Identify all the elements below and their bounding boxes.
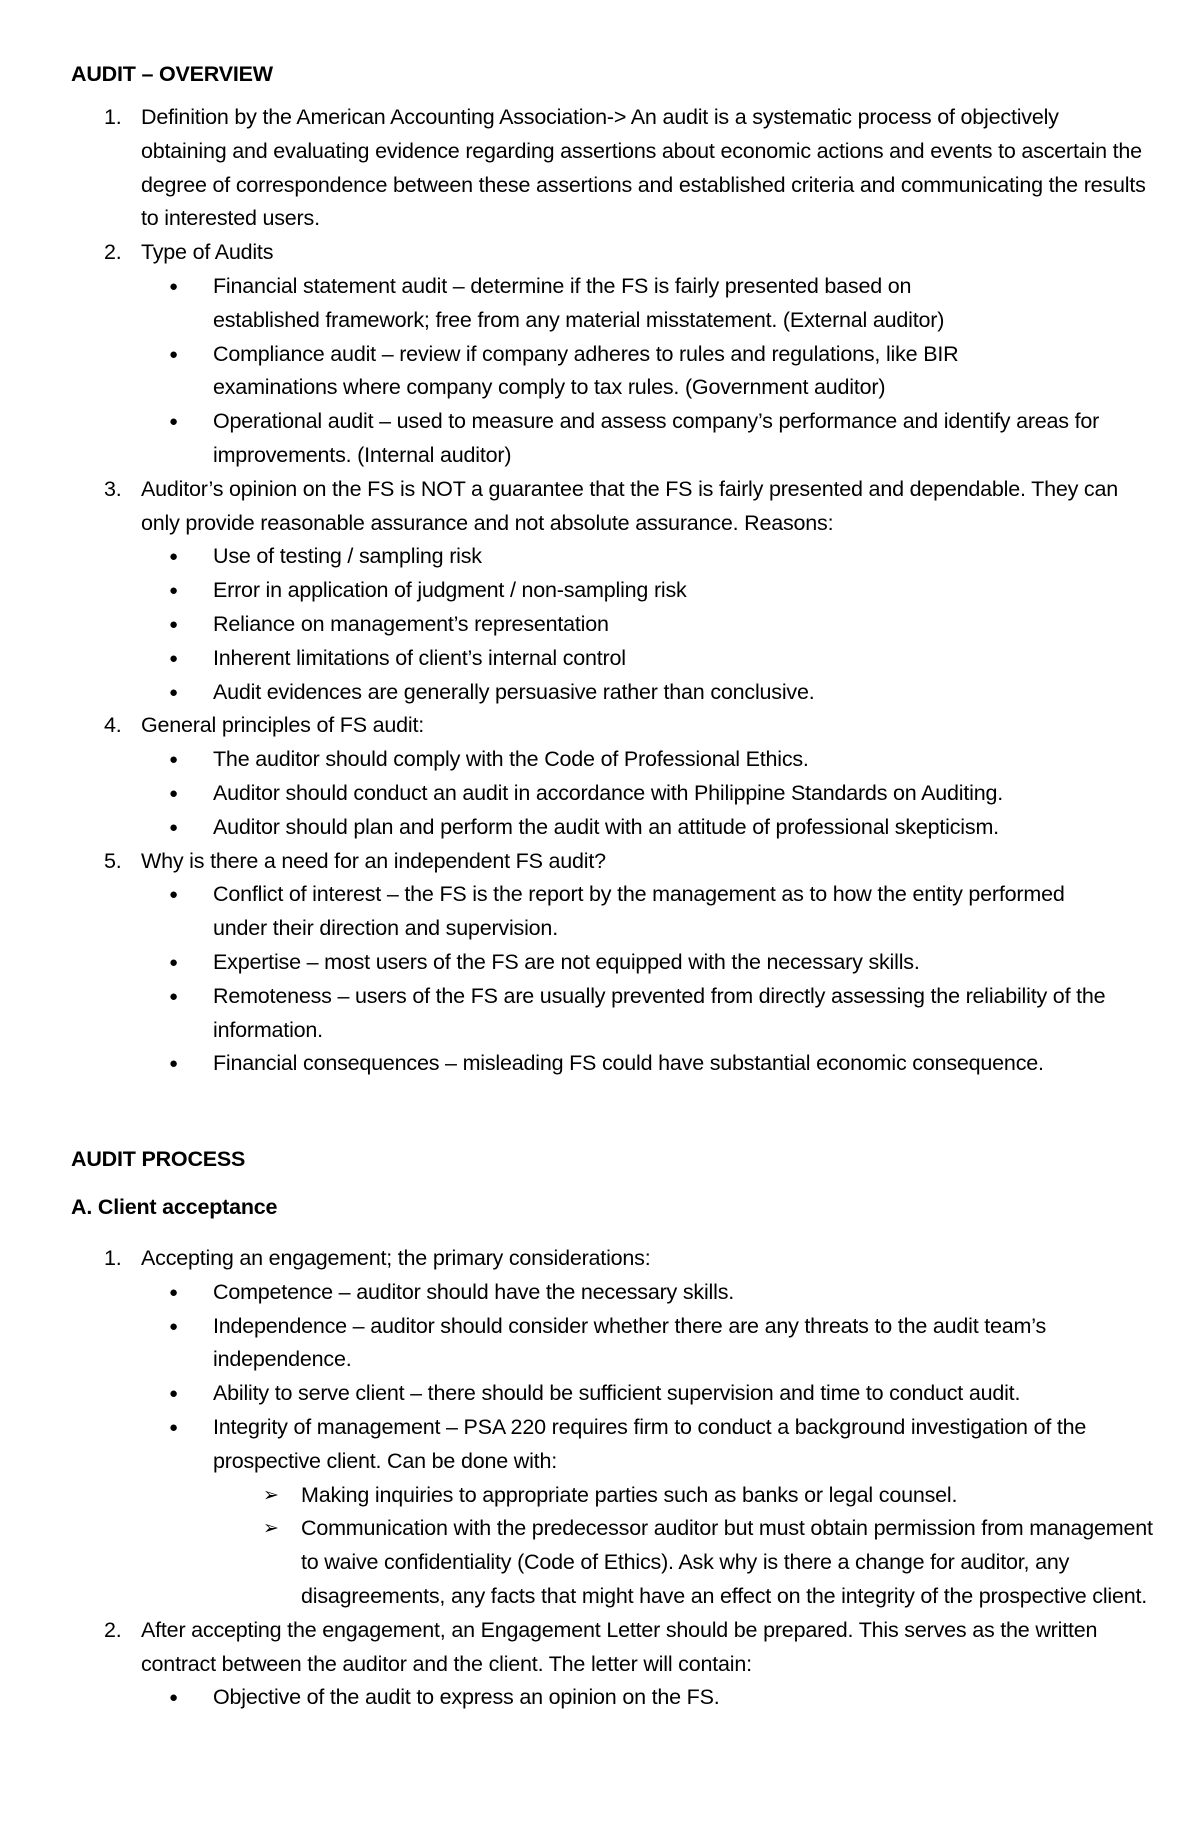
section-title-audit-overview: AUDIT – OVERVIEW [71, 62, 273, 86]
bullet-text: Remoteness – users of the FS are usually prevented from directly assessing the reliability of the information. [213, 983, 1106, 1042]
bullet-text: Operational audit – used to measure and assess company’s performance and identify areas for improvements. (Internal auditor) [213, 409, 1100, 467]
client-acceptance-list [71, 1242, 1151, 1715]
bullet-text: Audit evidences are generally persuasive rather than conclusive. [213, 679, 815, 704]
list-item [71, 946, 1151, 980]
list-item [71, 878, 1151, 946]
item-number: 1. [104, 1246, 122, 1270]
bullet-icon: ● [169, 751, 178, 769]
list-item [71, 1411, 1151, 1479]
bullet-text: Competence – auditor should have the necessary skills. [213, 1279, 735, 1304]
bullet-icon: ● [169, 886, 178, 904]
bullet-list [71, 1276, 1151, 1614]
list-item [71, 1310, 1151, 1378]
list-item [71, 270, 1151, 338]
list-item [71, 709, 1151, 844]
list-item [71, 845, 1151, 1082]
bullet-icon: ● [169, 1418, 178, 1436]
arrow-text: Making inquiries to appropriate parties such as banks or legal counsel. [301, 1482, 958, 1507]
list-item [71, 608, 1151, 642]
bullet-list [71, 878, 1151, 1081]
bullet-icon: ● [169, 683, 178, 701]
bullet-text: Error in application of judgment / non-sampling risk [213, 578, 687, 603]
list-item [71, 743, 1151, 777]
bullet-icon: ● [169, 1317, 178, 1335]
list-item [71, 980, 1151, 1048]
item-number: 2. [104, 240, 122, 265]
list-item [71, 1479, 1151, 1513]
bullet-icon: ● [169, 784, 178, 802]
list-item [71, 1242, 1151, 1614]
bullet-text: Compliance audit – review if company adheres to rules and regulations, like BIR examinations where company comply to tax rules. (Government auditor) [213, 341, 959, 400]
bullet-text: Integrity of management – PSA 220 requires firm to conduct a background investigation of the prospective client. Can be done with: [213, 1414, 1087, 1473]
overview-list [71, 101, 1151, 1081]
list-item [71, 1047, 1151, 1081]
bullet-text: The auditor should comply with the Code of Professional Ethics. [213, 747, 809, 772]
item-text: Auditor’s opinion on the FS is NOT a guarantee that the FS is fairly presented and dependable. They can only provide reasonable assurance and not absolute assurance. Reasons: [141, 476, 1118, 535]
bullet-text: Auditor should conduct an audit in accordance with Philippine Standards on Auditing. [213, 780, 1003, 805]
bullet-list [71, 743, 1151, 844]
list-item [71, 473, 1151, 710]
item-text: After accepting the engagement, an Engagement Letter should be prepared. This serves as the written contract between the auditor and the client. The letter will contain: [141, 1617, 1098, 1676]
list-item [71, 236, 1151, 473]
bullet-icon: ● [169, 649, 178, 667]
bullet-icon: ● [169, 987, 178, 1005]
list-item [71, 405, 1151, 473]
bullet-icon: ● [169, 615, 178, 633]
list-item [71, 1614, 1151, 1715]
bullet-text: Reliance on management’s representation [213, 611, 609, 636]
bullet-text: Independence – auditor should consider whether there are any threats to the audit team’s independence. [213, 1313, 1047, 1372]
item-number: 5. [104, 848, 122, 873]
bullet-text: Expertise – most users of the FS are not equipped with the necessary skills. [213, 949, 920, 974]
item-text: Type of Audits [141, 240, 274, 265]
bullet-list [71, 270, 1151, 473]
item-number: 2. [104, 1617, 122, 1642]
item-number: 3. [104, 476, 122, 501]
item-text: General principles of FS audit: [141, 713, 425, 738]
bullet-icon: ● [169, 953, 178, 971]
arrow-bullet-icon: ➢ [263, 1518, 279, 1540]
bullet-text: Financial statement audit – determine if the FS is fairly presented based on established framework; free from any material misstatement. (External auditor) [213, 273, 945, 332]
item-text: Accepting an engagement; the primary considerations: [141, 1246, 651, 1270]
subsection-title-client-acceptance: A. Client acceptance [71, 1195, 278, 1219]
bullet-text: Financial consequences – misleading FS could have substantial economic consequence. [213, 1051, 1044, 1076]
list-item [71, 574, 1151, 608]
bullet-icon: ● [169, 413, 178, 431]
list-item [71, 338, 1151, 406]
item-text: Why is there a need for an independent FS audit? [141, 848, 606, 873]
list-item [71, 101, 1151, 236]
section-title-audit-process: AUDIT PROCESS [71, 1147, 246, 1171]
bullet-text: Conflict of interest – the FS is the report by the management as to how the entity performed under their direction and supervision. [213, 882, 1065, 941]
bullet-icon: ● [169, 1055, 178, 1073]
list-item [71, 777, 1151, 811]
bullet-icon: ● [169, 1385, 178, 1403]
bullet-text: Objective of the audit to express an opinion on the FS. [213, 1685, 720, 1710]
list-item [71, 642, 1151, 676]
bullet-text: Use of testing / sampling risk [213, 544, 482, 569]
arrow-text: Communication with the predecessor auditor but must obtain permission from management to waive confidentiality (Code of Ethics). Ask why is there a change for auditor, any disagreements, any facts that might have an effect on the integrity of the prospective client. [301, 1516, 1153, 1608]
list-item [71, 540, 1151, 574]
bullet-text: Auditor should plan and perform the audit with an attitude of professional skepticism. [213, 814, 999, 839]
bullet-list [71, 540, 1151, 709]
bullet-icon: ● [169, 582, 178, 600]
list-item [71, 1681, 1151, 1715]
bullet-icon: ● [169, 1283, 178, 1301]
list-item [71, 1377, 1151, 1411]
list-item [71, 811, 1151, 845]
bullet-text: Inherent limitations of client’s internal control [213, 645, 626, 670]
bullet-icon: ● [169, 1689, 178, 1707]
bullet-icon: ● [169, 548, 178, 566]
list-item [71, 676, 1151, 710]
bullet-icon: ● [169, 345, 178, 363]
item-number: 4. [104, 713, 122, 738]
arrow-bullet-icon: ➢ [263, 1484, 279, 1506]
bullet-list [71, 1681, 1151, 1715]
bullet-text: Ability to serve client – there should be sufficient supervision and time to conduct audit. [213, 1381, 1021, 1406]
item-number: 1. [104, 105, 122, 129]
bullet-icon: ● [169, 277, 178, 295]
list-item [71, 1512, 1151, 1613]
list-item [71, 1276, 1151, 1310]
bullet-icon: ● [169, 818, 178, 836]
item-text: Definition by the American Accounting Association-> An audit is a systematic process of objectively obtaining and evaluating evidence regarding assertions about economic actions and events to ascertain the degree of correspondence between these assertions and established criteria and communicating the results to interested users. [141, 105, 1146, 231]
